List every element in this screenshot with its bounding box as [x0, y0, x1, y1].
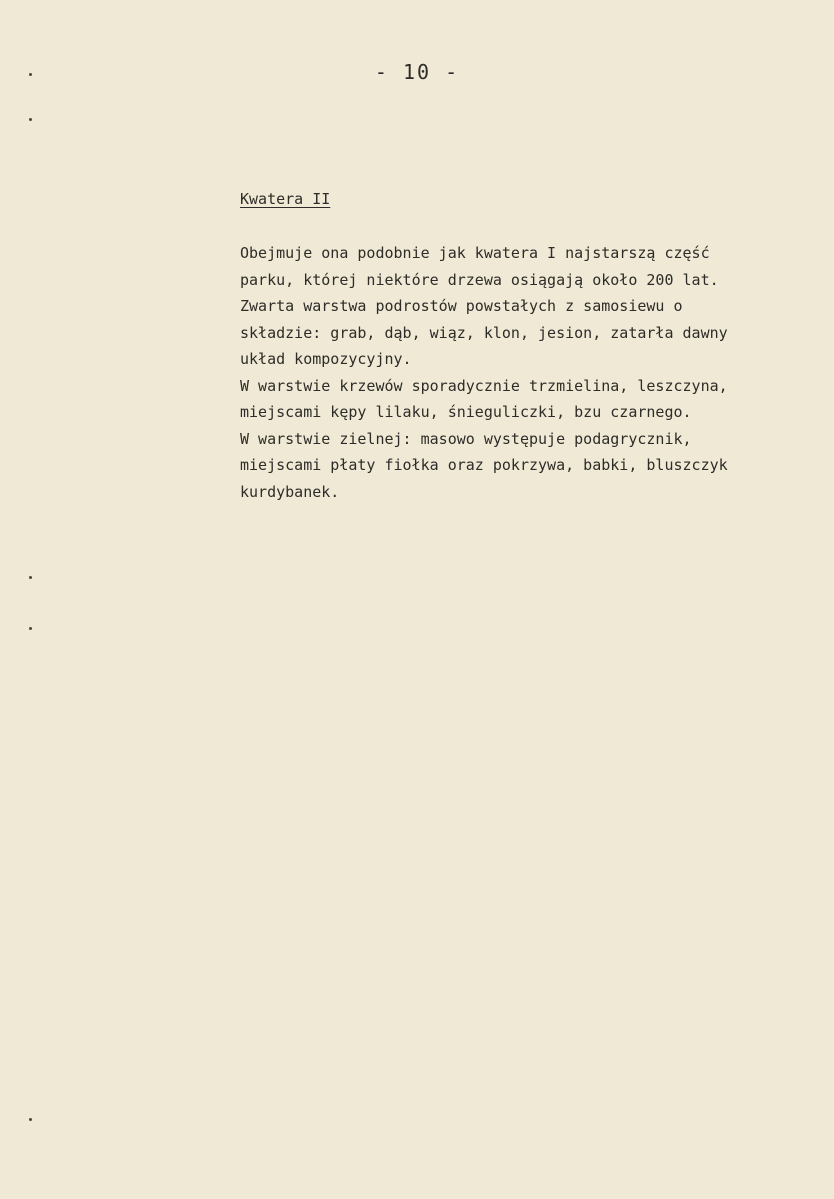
text-line: kurdybanek.	[240, 482, 340, 501]
text-line: Zwarta warstwa podrostów powstałych z samosiewu o	[240, 297, 683, 315]
text-line: miejscami płaty fiołka oraz pokrzywa, babki, bluszczyk	[240, 456, 728, 474]
text-line: W warstwie krzewów sporadycznie trzmielina, leszczyna,	[240, 376, 728, 395]
text-line: miejscami kępy lilaku, śnieguliczki, bzu czarnego.	[240, 403, 692, 421]
section-heading: Kwatera II	[240, 190, 331, 208]
text-line: W warstwie zielnej: masowo występuje podagrycznik,	[240, 429, 692, 448]
binder-hole-mark	[29, 627, 32, 630]
binder-hole-mark	[29, 576, 32, 579]
binder-hole-mark	[29, 118, 32, 121]
text-line: Obejmuje ona podobnie jak kwatera I najstarszą część	[240, 244, 710, 262]
text-line: parku, której niektóre drzewa osiągają około 200 lat.	[240, 270, 719, 289]
text-line: składzie: grab, dąb, wiąz, klon, jesion, zatarła dawny	[240, 323, 728, 342]
body-paragraph	[240, 240, 820, 505]
text-line: układ kompozycyjny.	[240, 350, 412, 368]
binder-hole-mark	[29, 1118, 32, 1121]
page-number: - 10 -	[374, 60, 460, 84]
